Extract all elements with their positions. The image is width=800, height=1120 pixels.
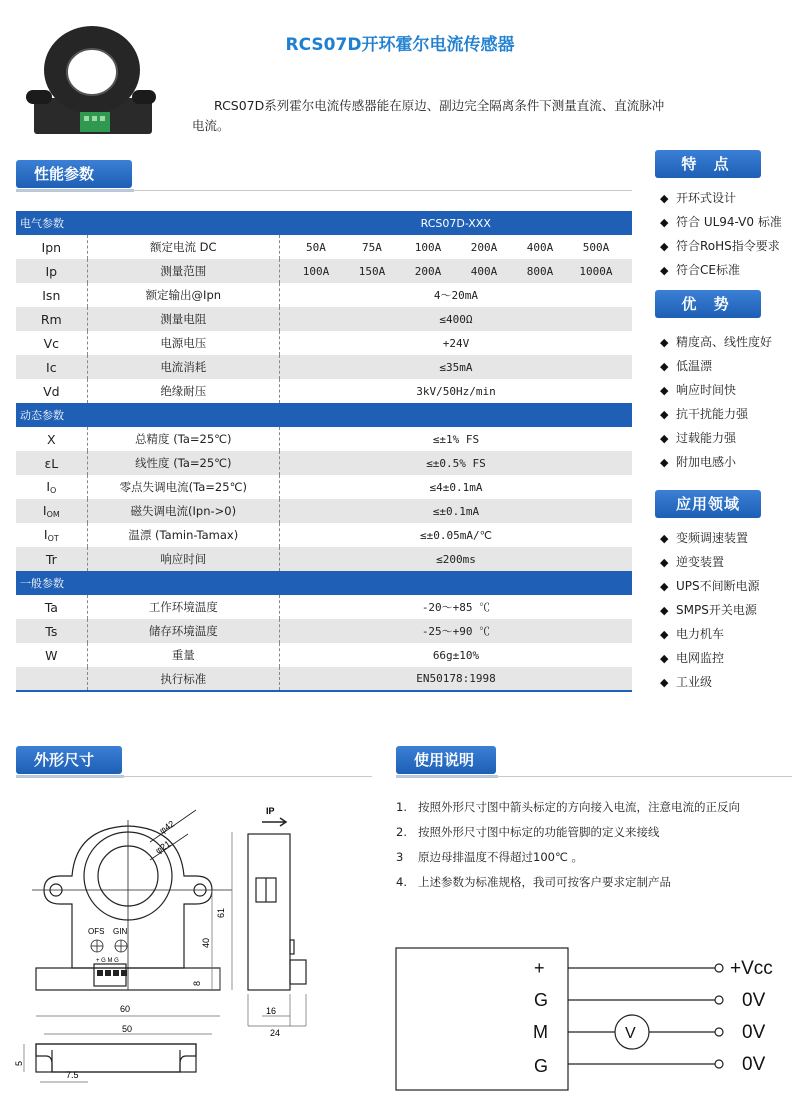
- param-symbol: [16, 451, 87, 475]
- value-cell: 100A: [302, 264, 330, 278]
- applications-list: [660, 526, 800, 694]
- table-row: [16, 451, 632, 475]
- usage-item: [396, 873, 796, 898]
- diamond-bullet-icon: ◆: [660, 556, 669, 569]
- symbol-text: Vd: [43, 383, 60, 399]
- param-value: [279, 235, 632, 259]
- intro-text: RCS07D系列霍尔电流传感器能在原边、副边完全隔离条件下测量直流、直流脉冲电流。: [192, 98, 665, 133]
- wiring-output: 0V: [742, 990, 766, 1011]
- diamond-bullet-icon: ◆: [660, 240, 669, 253]
- advantage-item: [660, 402, 800, 426]
- dim-8: 8: [192, 980, 202, 986]
- usage-text: 按照外形尺寸图中标定的功能管脚的定义来接线: [418, 825, 660, 839]
- usage-item: [396, 798, 796, 823]
- dimension-drawing: [0, 790, 380, 1110]
- advantages-list: [660, 330, 800, 474]
- table-row: [16, 619, 632, 643]
- list-item-text: 低温漂: [676, 359, 713, 373]
- symbol-text: I: [42, 503, 47, 518]
- value-cell: 150A: [358, 264, 386, 278]
- section-value: [279, 571, 632, 595]
- symbol-text: Tr: [45, 551, 57, 567]
- param-name: 额定输出@Ipn: [87, 283, 279, 307]
- param-symbol: [16, 499, 87, 523]
- param-name: 零点失调电流(Ta=25℃): [87, 475, 279, 499]
- section-value: [279, 403, 632, 427]
- param-name: 测量电阻: [87, 307, 279, 331]
- diamond-bullet-icon: ◆: [660, 432, 669, 445]
- param-symbol: [16, 523, 87, 547]
- wiring-output: 0V: [742, 1022, 766, 1043]
- param-value: EN50178:1998: [279, 667, 632, 691]
- section-features: 特 点: [655, 150, 761, 178]
- application-item: [660, 598, 800, 622]
- list-item-text: 开环式设计: [676, 191, 737, 205]
- diamond-bullet-icon: ◆: [660, 264, 669, 277]
- value-cell: 50A: [306, 240, 326, 254]
- table-row: [16, 307, 632, 331]
- table-row: [16, 499, 632, 523]
- param-name: 总精度 (Ta=25℃): [87, 427, 279, 451]
- symbol-subscript: O: [50, 486, 57, 495]
- application-item: [660, 526, 800, 550]
- value-cell: 400A: [470, 264, 498, 278]
- usage-text: 原边母排温度不得超过100℃ 。: [418, 850, 584, 864]
- dim-60: 60: [120, 1004, 131, 1014]
- param-value: ≤400Ω: [279, 307, 632, 331]
- diamond-bullet-icon: ◆: [660, 192, 669, 205]
- param-name: 工作环境温度: [87, 595, 279, 619]
- application-item: [660, 550, 800, 574]
- table-row: [16, 283, 632, 307]
- value-cell: 800A: [526, 264, 554, 278]
- sensor-photo: [26, 22, 156, 142]
- value-cell: 500A: [582, 240, 610, 254]
- feature-item: [660, 210, 800, 234]
- usage-number: 4.: [396, 875, 407, 889]
- parameter-table: [16, 211, 632, 692]
- table-row: [16, 235, 632, 259]
- diamond-bullet-icon: ◆: [660, 336, 669, 349]
- param-name: 执行标准: [87, 667, 279, 691]
- table-row: [16, 595, 632, 619]
- param-symbol: [16, 235, 87, 259]
- section-label: 一般参数: [16, 571, 279, 595]
- param-value: ≤±0.05mA/℃: [420, 528, 492, 542]
- value-cell: 200A: [470, 240, 498, 254]
- diamond-bullet-icon: ◆: [660, 676, 669, 689]
- value-cell: 400A: [526, 240, 554, 254]
- table-row: [16, 667, 632, 691]
- advantage-item: [660, 450, 800, 474]
- symbol-text: Ip: [45, 263, 58, 279]
- diamond-bullet-icon: ◆: [660, 652, 669, 665]
- label-ip: IP: [266, 806, 275, 816]
- application-item: [660, 646, 800, 670]
- value-cell: 1000A: [579, 264, 613, 278]
- symbol-subscript: OM: [46, 510, 60, 519]
- param-symbol: [16, 547, 87, 571]
- symbol-text: Vc: [43, 335, 60, 351]
- list-item-text: UPS不间断电源: [676, 579, 760, 593]
- table-row: [16, 523, 632, 547]
- list-item-text: 抗干扰能力强: [676, 407, 749, 421]
- table-section-header: [16, 211, 632, 235]
- table-row: [16, 475, 632, 499]
- param-value: 66g±10%: [432, 648, 480, 662]
- param-symbol: [16, 331, 87, 355]
- param-name: 额定电流 DC: [87, 235, 279, 259]
- wiring-pin: G: [534, 1056, 549, 1076]
- section-advantages: 优 势: [655, 290, 761, 318]
- usage-item: [396, 848, 796, 873]
- wiring-output: +Vcc: [730, 958, 773, 979]
- list-item-text: 符合 UL94-V0 标准: [676, 215, 782, 229]
- param-value: ≤200ms: [279, 547, 632, 571]
- param-name: 储存环境温度: [87, 619, 279, 643]
- wiring-output: 0V: [742, 1054, 766, 1075]
- advantage-item: [660, 330, 800, 354]
- section-dimensions: 外形尺寸: [16, 746, 122, 774]
- symbol-text: W: [45, 647, 58, 663]
- symbol-text: X: [47, 431, 56, 447]
- symbol-text: Ic: [46, 359, 57, 375]
- section-value: RCS07D-XXX: [279, 211, 632, 235]
- dim-24: 24: [270, 1028, 281, 1038]
- feature-item: [660, 258, 800, 282]
- param-name: 电源电压: [87, 331, 279, 355]
- label-pins: + G M G: [96, 958, 119, 964]
- symbol-text: εL: [44, 455, 59, 471]
- value-grid: [280, 265, 632, 278]
- wiring-pin: G: [534, 990, 549, 1010]
- page-title: RCS07D开环霍尔电流传感器: [285, 35, 515, 55]
- dim-phi42: φ42: [157, 818, 177, 836]
- value-grid: [280, 241, 632, 254]
- label-ofs: OFS: [88, 927, 105, 936]
- list-item-text: 符合CE标准: [676, 263, 740, 277]
- param-value: ≤4±0.1mA: [429, 480, 483, 494]
- advantage-item: [660, 378, 800, 402]
- usage-number: 1.: [396, 800, 407, 814]
- param-value: 3kV/50Hz/min: [416, 384, 496, 398]
- advantage-item: [660, 426, 800, 450]
- dim-phi21: φ21: [153, 838, 173, 856]
- value-cell: 200A: [414, 264, 442, 278]
- feature-item: [660, 186, 800, 210]
- usage-text: 按照外形尺寸图中箭头标定的方向接入电流，注意电流的正反向: [418, 800, 740, 814]
- param-name: 绝缘耐压: [87, 379, 279, 403]
- section-applications: 应用领域: [655, 490, 761, 518]
- param-symbol: [16, 379, 87, 403]
- param-name: 磁失调电流(Ipn->0): [87, 499, 279, 523]
- param-value: ≤±0.5% FS: [279, 451, 632, 475]
- wiring-pin: +: [534, 958, 545, 978]
- diamond-bullet-icon: ◆: [660, 604, 669, 617]
- application-item: [660, 622, 800, 646]
- param-name: 测量范围: [87, 259, 279, 283]
- symbol-text: Ipn: [41, 239, 62, 255]
- application-item: [660, 574, 800, 598]
- value-cell: 75A: [362, 240, 382, 254]
- table-section-header: [16, 403, 632, 427]
- section-label: 动态参数: [16, 403, 279, 427]
- features-list: [660, 186, 800, 282]
- list-item-text: 符合RoHS指令要求: [676, 239, 780, 253]
- diamond-bullet-icon: ◆: [660, 360, 669, 373]
- symbol-text: Isn: [42, 287, 61, 303]
- dim-5: 5: [14, 1060, 24, 1066]
- param-symbol: [16, 427, 87, 451]
- divider: [16, 776, 372, 777]
- list-item-text: 响应时间快: [676, 383, 737, 397]
- usage-list: [396, 798, 796, 898]
- diamond-bullet-icon: ◆: [660, 628, 669, 641]
- table-section-header: [16, 571, 632, 595]
- voltmeter-label: V: [625, 1025, 636, 1042]
- param-name: 重量: [87, 643, 279, 667]
- dim-40: 40: [201, 937, 211, 948]
- table-row: [16, 355, 632, 379]
- param-value: -20～+85 ℃: [421, 601, 491, 614]
- list-item-text: 附加电感小: [676, 455, 737, 469]
- list-item-text: 精度高、线性度好: [676, 335, 773, 349]
- list-item-text: 变频调速装置: [676, 531, 749, 545]
- param-symbol: [16, 667, 87, 691]
- symbol-text: I: [46, 479, 51, 494]
- value-cell: 100A: [414, 240, 442, 254]
- table-row: [16, 643, 632, 667]
- advantage-item: [660, 354, 800, 378]
- wiring-pin: M: [533, 1022, 548, 1042]
- param-symbol: [16, 643, 87, 667]
- list-item-text: 电网监控: [676, 651, 725, 665]
- param-value: [279, 259, 632, 283]
- section-usage: 使用说明: [396, 746, 496, 774]
- diamond-bullet-icon: ◆: [660, 216, 669, 229]
- usage-text: 上述参数为标准规格，我司可按客户要求定制产品: [418, 875, 671, 889]
- dim-7-5: 7.5: [66, 1070, 79, 1080]
- dim-61: 61: [216, 907, 226, 918]
- param-symbol: [16, 355, 87, 379]
- list-item-text: 工业级: [676, 675, 713, 689]
- divider: [16, 190, 632, 191]
- symbol-text: Ts: [45, 623, 58, 639]
- application-item: [660, 670, 800, 694]
- symbol-text: Ta: [44, 599, 58, 615]
- usage-number: 2.: [396, 825, 407, 839]
- label-gin: GIN: [113, 927, 128, 936]
- table-row: [16, 331, 632, 355]
- symbol-text: Rm: [40, 311, 62, 327]
- table-row: [16, 259, 632, 283]
- param-symbol: [16, 259, 87, 283]
- section-label: 电气参数: [16, 211, 279, 235]
- param-value: +24V: [442, 336, 470, 350]
- param-value: ≤35mA: [279, 355, 632, 379]
- list-item-text: 电力机车: [676, 627, 725, 641]
- symbol-subscript: OT: [47, 534, 59, 543]
- param-symbol: [16, 619, 87, 643]
- usage-item: [396, 823, 796, 848]
- table-row: [16, 379, 632, 403]
- diamond-bullet-icon: ◆: [660, 580, 669, 593]
- usage-number: 3: [396, 850, 404, 864]
- diamond-bullet-icon: ◆: [660, 532, 669, 545]
- param-value: ≤±0.1mA: [279, 499, 632, 523]
- section-performance: 性能参数: [16, 160, 132, 188]
- param-symbol: [16, 475, 87, 499]
- param-symbol: [16, 595, 87, 619]
- param-name: 电流消耗: [87, 355, 279, 379]
- diamond-bullet-icon: ◆: [660, 408, 669, 421]
- list-item-text: SMPS开关电源: [676, 603, 757, 617]
- wiring-diagram: [390, 940, 790, 1100]
- list-item-text: 逆变装置: [676, 555, 725, 569]
- param-symbol: [16, 283, 87, 307]
- param-value: -25～+90 ℃: [279, 619, 632, 643]
- table-row: [16, 547, 632, 571]
- symbol-text: I: [43, 527, 48, 542]
- list-item-text: 过载能力强: [676, 431, 737, 445]
- param-name: 响应时间: [87, 547, 279, 571]
- param-name: 温漂 (Tamin-Tamax): [87, 523, 279, 547]
- param-name: 线性度 (Ta=25℃): [87, 451, 279, 475]
- feature-item: [660, 234, 800, 258]
- param-value: ≤±1% FS: [432, 432, 480, 446]
- param-value: 4～20mA: [433, 289, 479, 302]
- divider: [396, 776, 792, 777]
- dim-50: 50: [122, 1024, 133, 1034]
- table-row: [16, 427, 632, 451]
- diamond-bullet-icon: ◆: [660, 384, 669, 397]
- diamond-bullet-icon: ◆: [660, 456, 669, 469]
- param-symbol: [16, 307, 87, 331]
- dim-16: 16: [266, 1006, 277, 1016]
